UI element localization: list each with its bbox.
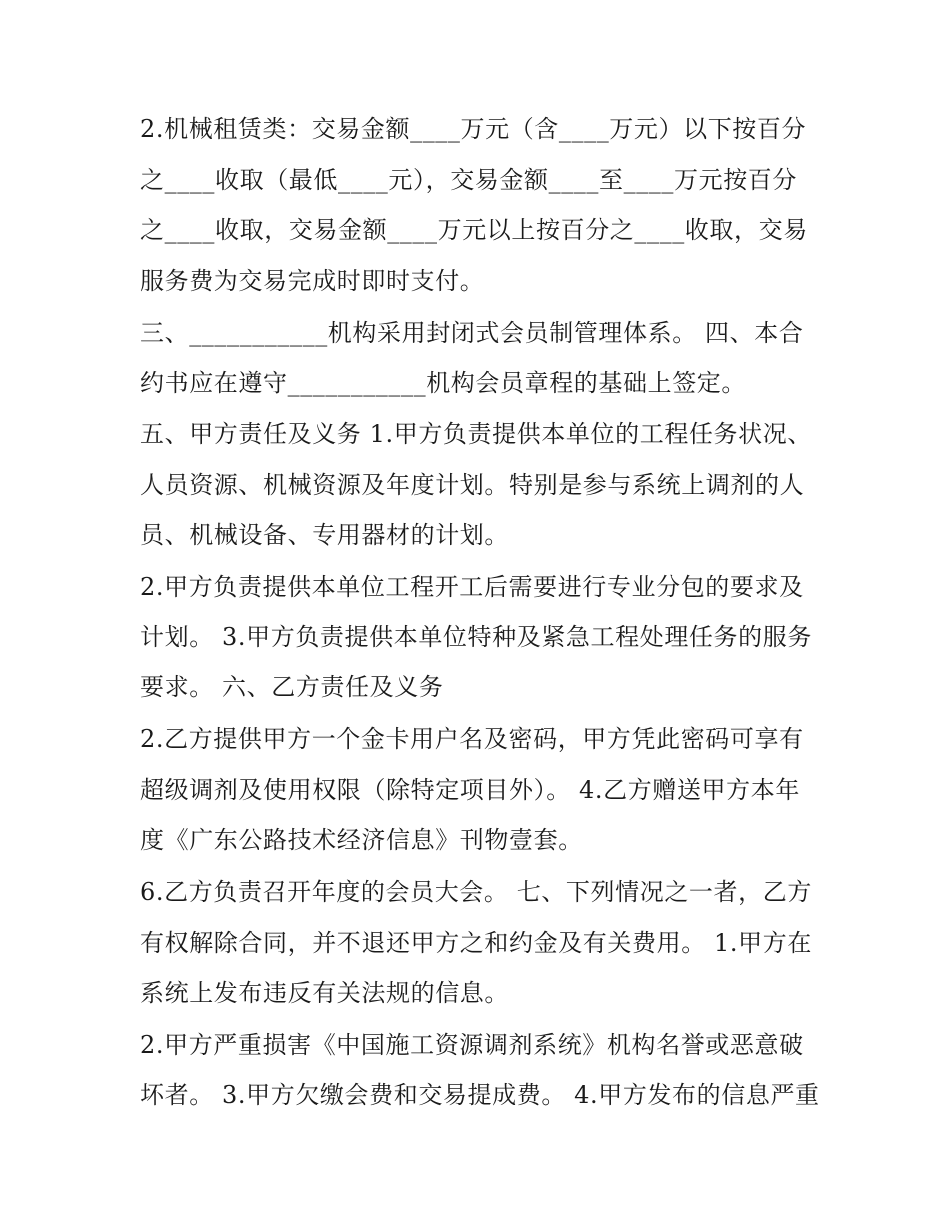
text-line-1: 2.机械租赁类：交易金额____万元（含____万元）以下按百分 bbox=[140, 115, 807, 143]
text-line-18: 系统上发布违反有关法规的信息。 bbox=[140, 979, 509, 1007]
text-line-16: 6.乙方负责召开年度的会员大会。 七、下列情况之一者，乙方 bbox=[140, 878, 812, 906]
text-line-10: 2.甲方负责提供本单位工程开工后需要进行专业分包的要求及 bbox=[140, 573, 804, 601]
text-line-3: 之____收取，交易金额____万元以上按百分之____收取，交易 bbox=[140, 216, 808, 244]
text-line-5: 三、___________机构采用封闭式会员制管理体系。 四、本合 bbox=[140, 319, 804, 347]
text-line-2: 之____收取（最低____元），交易金额____至____万元按百分 bbox=[140, 166, 797, 194]
text-line-14: 超级调剂及使用权限（除特定项目外）。 4.乙方赠送甲方本年 bbox=[140, 776, 800, 804]
text-line-15: 度《广东公路技术经济信息》刊物壹套。 bbox=[140, 826, 583, 854]
text-line-9: 员、机械设备、专用器材的计划。 bbox=[140, 521, 509, 549]
text-line-4: 服务费为交易完成时即时支付。 bbox=[140, 267, 485, 295]
text-line-11: 计划。 3.甲方负责提供本单位特种及紧急工程处理任务的服务 bbox=[140, 623, 812, 651]
text-line-13: 2.乙方提供甲方一个金卡用户名及密码，甲方凭此密码可享有 bbox=[140, 725, 804, 753]
text-line-6: 约书应在遵守___________机构会员章程的基础上签定。 bbox=[140, 369, 746, 397]
text-line-17: 有权解除合同，并不退还甲方之和约金及有关费用。 1.甲方在 bbox=[140, 929, 812, 957]
text-line-20: 坏者。 3.甲方欠缴会费和交易提成费。 4.甲方发布的信息严重 bbox=[140, 1081, 820, 1109]
text-line-7: 五、甲方责任及义务 1.甲方负责提供本单位的工程任务状况、 bbox=[140, 420, 812, 448]
text-line-19: 2.甲方严重损害《中国施工资源调剂系统》机构名誉或恶意破 bbox=[140, 1031, 804, 1059]
text-line-8: 人员资源、机械资源及年度计划。特别是参与系统上调剂的人 bbox=[140, 471, 805, 499]
text-line-12: 要求。 六、乙方责任及义务 bbox=[140, 673, 444, 701]
